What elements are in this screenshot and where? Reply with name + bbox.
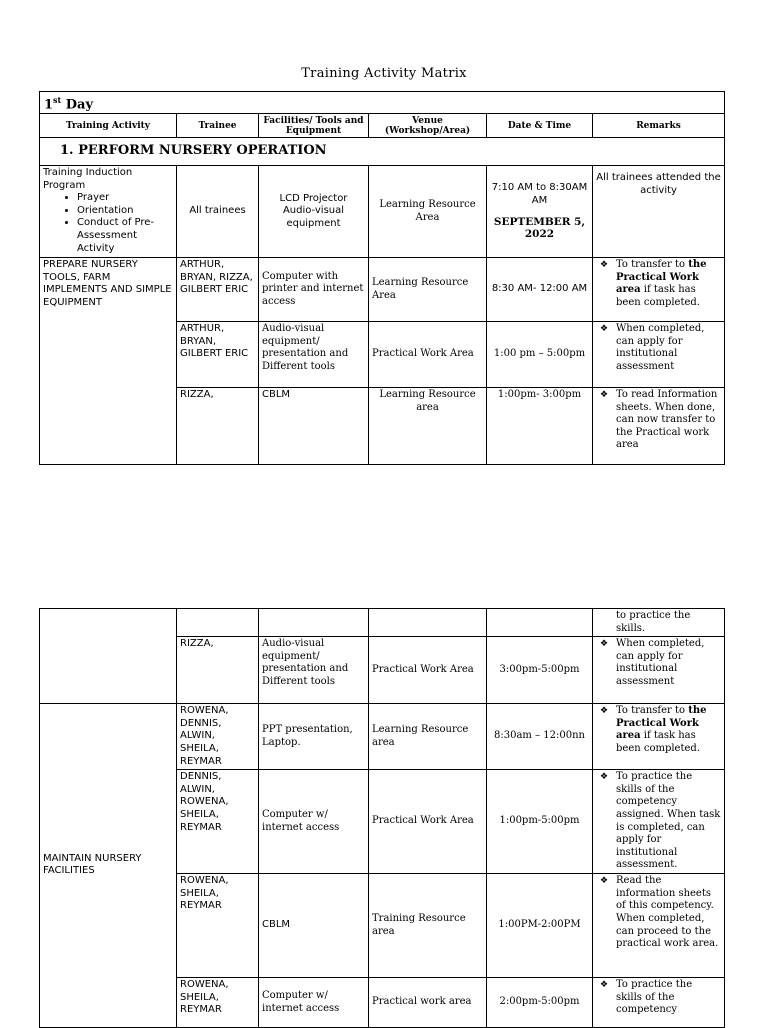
venue-cell: Learning Resource area xyxy=(369,388,487,465)
remarks-cell: to practice the skills. xyxy=(593,609,725,637)
diamond-bullet-icon: ❖ xyxy=(600,324,609,334)
facilities-cell: PPT presentation, Laptop. xyxy=(259,704,369,770)
remarks-cell: ❖ To transfer to the Practical Work area if task has been completed. xyxy=(593,258,725,322)
training-matrix-table-continued xyxy=(39,608,725,1028)
induction-trainee: All trainees xyxy=(177,166,259,258)
time-cell: 3:00pm-5:00pm xyxy=(487,637,593,704)
facilities-cell: Computer w/ internet access xyxy=(259,978,369,1028)
time-cell: 1:00pm- 3:00pm xyxy=(487,388,593,465)
induction-facilities: LCD Projector Audio-visual equipment xyxy=(259,166,369,258)
table-header-row xyxy=(40,114,725,138)
remarks-cell: ❖ Read the information sheets of this competency. When completed, can proceed to the practical work area. xyxy=(593,874,725,978)
table-row xyxy=(40,166,725,258)
diamond-bullet-icon: ❖ xyxy=(600,260,609,270)
facilities-cell: Audio-visual equipment/ presentation and Different tools xyxy=(259,322,369,388)
trainee-cell: DENNIS, ALWIN, ROWENA, SHEILA, REYMAR xyxy=(177,770,259,874)
time-cell: 1:00pm-5:00pm xyxy=(487,770,593,874)
venue-cell: Practical work area xyxy=(369,978,487,1028)
prepare-activity: PREPARE NURSERY TOOLS, FARM IMPLEMENTS AND SIMPLE EQUIPMENT xyxy=(40,258,177,465)
remarks-cell: ❖ When completed, can apply for institutional assessment xyxy=(593,322,725,388)
time-cell: 8:30 AM- 12:00 AM xyxy=(487,258,593,322)
time-cell: 8:30am – 12:00nn xyxy=(487,704,593,770)
induction-activity xyxy=(40,166,177,258)
diamond-bullet-icon: ❖ xyxy=(600,876,609,887)
time-cell: 1:00 pm – 5:00pm xyxy=(487,322,593,388)
venue-cell: Practical Work Area xyxy=(369,637,487,704)
trainee-cell: RIZZA, xyxy=(177,637,259,704)
table-row xyxy=(40,609,725,637)
trainee-cell: ROWENA, SHEILA, REYMAR xyxy=(177,874,259,978)
header-remarks: Remarks xyxy=(593,114,725,138)
facilities-cell: CBLM xyxy=(259,388,369,465)
maintain-activity: MAINTAIN NURSERY FACILITIES xyxy=(40,704,177,1028)
remarks-cell: ❖ To read Information sheets. When done, can now transfer to the Practical work area xyxy=(593,388,725,465)
trainee-cell: ROWENA, DENNIS, ALWIN, SHEILA, REYMAR xyxy=(177,704,259,770)
trainee-cell: ARTHUR, BRYAN, RIZZA, GILBERT ERIC xyxy=(177,258,259,322)
document-title: Training Activity Matrix xyxy=(301,66,467,81)
facilities-cell: Audio-visual equipment/ presentation and Different tools xyxy=(259,637,369,704)
venue-cell: Learning Resource Area xyxy=(369,258,487,322)
venue-cell: Practical Work Area xyxy=(369,770,487,874)
diamond-bullet-icon: ❖ xyxy=(600,390,609,400)
induction-date: SEPTEMBER 5, 2022 xyxy=(493,215,586,241)
header-date-time: Date & Time xyxy=(487,114,593,138)
list-item: • Orientation xyxy=(77,205,173,218)
header-trainee: Trainee xyxy=(177,114,259,138)
day-label: 1st Day xyxy=(40,92,725,114)
facilities-cell: Computer with printer and internet access xyxy=(259,258,369,322)
diamond-bullet-icon: ❖ xyxy=(600,772,609,783)
facilities-cell: CBLM xyxy=(259,874,369,978)
diamond-bullet-icon: ❖ xyxy=(600,706,609,717)
remarks-cell: ❖ To transfer to the Practical Work area if task has been completed. xyxy=(593,704,725,770)
induction-heading: Training Induction Program xyxy=(43,167,133,191)
time-cell: 2:00pm-5:00pm xyxy=(487,978,593,1028)
venue-cell: Training Resource area xyxy=(369,874,487,978)
header-facilities: Facilities/ Tools and Equipment xyxy=(259,114,369,138)
venue-cell: Practical Work Area xyxy=(369,322,487,388)
time-cell: 1:00PM-2:00PM xyxy=(487,874,593,978)
section-title: 1. PERFORM NURSERY OPERATION xyxy=(40,138,725,166)
training-matrix-table-day1 xyxy=(39,91,725,465)
header-venue: Venue (Workshop/Area) xyxy=(369,114,487,138)
diamond-bullet-icon: ❖ xyxy=(600,639,609,650)
remarks-cell: ❖ To practice the skills of the competency assigned. When task is completed, can apply for institutional assessment. xyxy=(593,770,725,874)
list-item: • Prayer xyxy=(77,192,173,205)
venue-cell: Learning Resource area xyxy=(369,704,487,770)
table-row xyxy=(40,704,725,770)
induction-remarks: All trainees attended the activity xyxy=(593,166,725,258)
trainee-cell: RIZZA, xyxy=(177,388,259,465)
induction-date-time: 7:10 AM to 8:30AM AM SEPTEMBER 5, 2022 xyxy=(487,166,593,258)
header-training-activity: Training Activity xyxy=(40,114,177,138)
remarks-cell: ❖ When completed, can apply for institutional assessment xyxy=(593,637,725,704)
remarks-cell: ❖ To practice the skills of the competency xyxy=(593,978,725,1028)
trainee-cell: ROWENA, SHEILA, REYMAR xyxy=(177,978,259,1028)
list-item: • Conduct of Pre-Assessment Activity xyxy=(77,217,173,255)
induction-venue: Learning Resource Area xyxy=(369,166,487,258)
table-row xyxy=(40,258,725,322)
diamond-bullet-icon: ❖ xyxy=(600,980,609,991)
facilities-cell: Computer w/ internet access xyxy=(259,770,369,874)
trainee-cell: ARTHUR, BRYAN, GILBERT ERIC xyxy=(177,322,259,388)
